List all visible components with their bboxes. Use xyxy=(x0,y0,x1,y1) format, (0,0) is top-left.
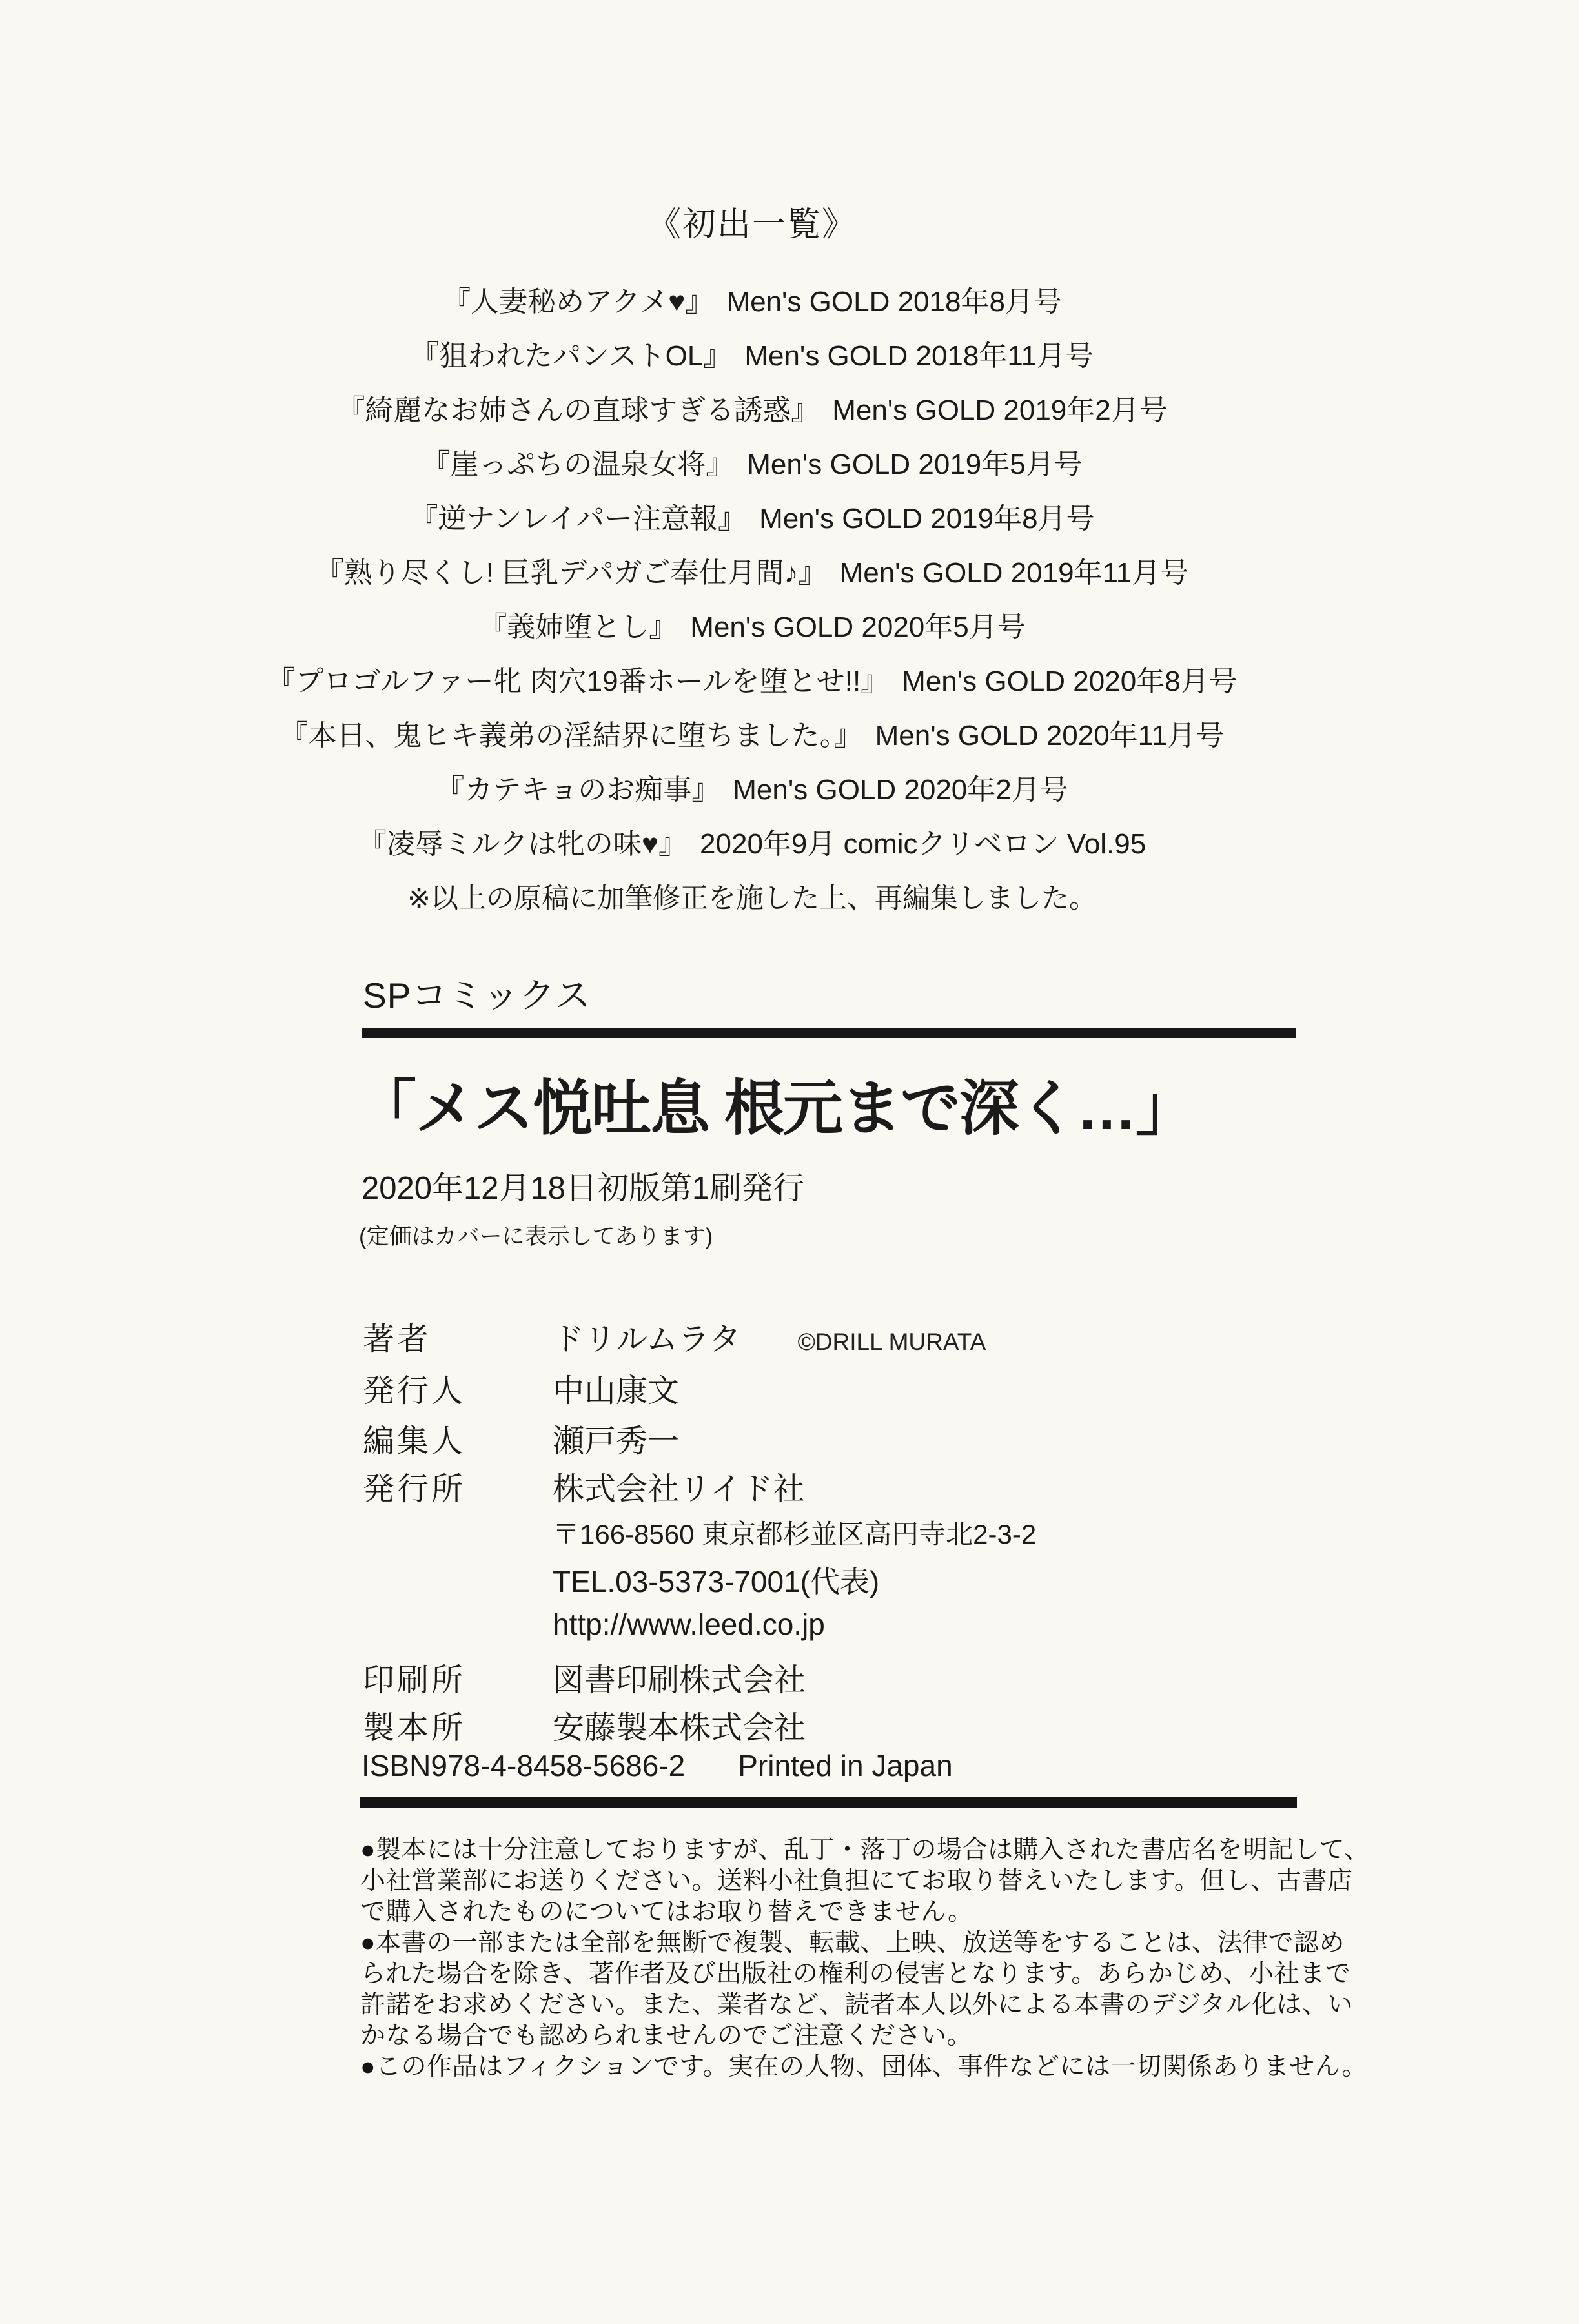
publisher-tel: TEL.03-5373-7001(代表) xyxy=(553,1565,880,1598)
credit-row-publisher xyxy=(363,1464,805,1509)
reprint-list-item xyxy=(0,438,1504,492)
reprint-list-item xyxy=(0,600,1504,655)
isbn-row xyxy=(362,1748,953,1783)
story-source: 2020年9月 comicクリベロン Vol.95 xyxy=(700,828,1146,860)
credit-row-printer xyxy=(363,1655,806,1700)
reprint-list-item xyxy=(0,709,1504,763)
divider-rule-top xyxy=(362,1028,1296,1038)
reprint-list-heading: 《初出一覧》 xyxy=(647,206,857,243)
legal-notices xyxy=(360,1835,1370,2083)
story-source: Men's GOLD 2018年11月号 xyxy=(744,340,1094,372)
divider-rule-bottom xyxy=(360,1797,1297,1808)
story-source: Men's GOLD 2020年11月号 xyxy=(875,720,1225,751)
credit-label: 印刷所 xyxy=(363,1663,466,1698)
credit-label: 発行所 xyxy=(363,1472,466,1507)
reprint-list-item xyxy=(0,492,1504,546)
book-title: 「メス悦吐息 根元まで深く…」 xyxy=(356,1075,1194,1142)
story-title: 『カテキョのお痴事』 xyxy=(436,774,720,806)
credit-value: 瀬戸秀一 xyxy=(553,1424,680,1459)
publisher-url: http://www.leed.co.jp xyxy=(553,1607,825,1641)
legal-line: ●製本には十分注意しておりますが、乱丁・落丁の場合は購入された書店名を明記して、 xyxy=(360,1836,1370,1864)
story-title: 『凌辱ミルクは牝の味♥』 xyxy=(358,828,688,860)
story-title: 『本日、鬼ヒキ義弟の淫結界に堕ちました。』 xyxy=(280,720,862,751)
story-source: Men's GOLD 2019年8月号 xyxy=(759,503,1095,535)
story-source: Men's GOLD 2020年8月号 xyxy=(902,666,1238,697)
credit-value: 安藤製本株式会社 xyxy=(553,1711,806,1746)
reprint-list-item xyxy=(0,329,1504,383)
story-title: 『逆ナンレイパー注意報』 xyxy=(409,503,747,535)
credit-value: ドリルムラタ xyxy=(553,1322,741,1357)
legal-line: で購入されたものについてはお取り替えできません。 xyxy=(360,1898,973,1926)
story-title: 『綺麗なお姉さんの直球すぎる誘惑』 xyxy=(336,394,820,426)
reprint-list-item xyxy=(0,383,1504,438)
reprint-list-item xyxy=(0,655,1504,709)
isbn: ISBN978-4-8458-5686-2 xyxy=(362,1749,686,1782)
copyright-notice: ©DRILL MURATA xyxy=(797,1329,986,1355)
legal-line: ●この作品はフィクションです。実在の人物、団体、事件などには一切関係ありません。 xyxy=(360,2053,1367,2081)
story-source: Men's GOLD 2019年5月号 xyxy=(747,449,1083,480)
story-title: 『熟り尽くし! 巨乳デパガご奉仕月間♪』 xyxy=(315,557,827,589)
series-label: SPコミックス xyxy=(363,975,591,1015)
printed-in-japan: Printed in Japan xyxy=(738,1749,953,1782)
credit-row-author xyxy=(363,1314,986,1360)
first-publication-list xyxy=(0,204,1504,926)
credit-label: 製本所 xyxy=(363,1711,466,1746)
story-title: 『プロゴルファー牝 肉穴19番ホールを堕とせ!!』 xyxy=(267,666,890,697)
credit-label: 著者 xyxy=(363,1322,432,1357)
credit-row-editor xyxy=(363,1416,679,1462)
reprint-list-item xyxy=(0,763,1504,817)
story-source: Men's GOLD 2018年8月号 xyxy=(726,286,1062,318)
story-source: Men's GOLD 2019年11月号 xyxy=(839,557,1189,589)
legal-line: 許諾をお求めください。また、業者など、読者本人以外による本書のデジタル化は、い xyxy=(360,1991,1354,2019)
story-title: 『義姉堕とし』 xyxy=(478,611,678,643)
credit-row-publisher-person xyxy=(363,1366,679,1411)
credit-value: 株式会社リイド社 xyxy=(553,1472,805,1507)
story-title: 『崖っぷちの温泉女将』 xyxy=(422,449,735,480)
credit-value: 中山康文 xyxy=(553,1374,680,1409)
credit-value: 図書印刷株式会社 xyxy=(553,1663,806,1698)
price-note: (定価はカバーに表示してあります) xyxy=(359,1224,713,1249)
credit-label: 発行人 xyxy=(363,1374,466,1409)
publisher-address: 〒166-8560 東京都杉並区高円寺北2-3-2 xyxy=(553,1519,1037,1549)
reprint-list-item xyxy=(0,546,1504,600)
legal-line: ●本書の一部または全部を無断で複製、転載、上映、放送等をすることは、法律で認め xyxy=(360,1929,1345,1957)
credit-label: 編集人 xyxy=(363,1424,466,1459)
story-title: 『狙われたパンストOL』 xyxy=(410,340,732,372)
story-source: Men's GOLD 2020年2月号 xyxy=(733,774,1068,806)
reprint-list-note: ※以上の原稿に加筆修正を施した上、再編集しました。 xyxy=(407,883,1097,914)
story-title: 『人妻秘めアクメ♥』 xyxy=(442,286,714,318)
legal-line: られた場合を除き、著作者及び出版社の権利の侵害となります。あらかじめ、小社まで xyxy=(360,1960,1351,1988)
legal-line: 小社営業部にお送りください。送料小社負担にてお取り替えいたします。但し、古書店 xyxy=(360,1867,1353,1895)
print-date: 2020年12月18日初版第1刷発行 xyxy=(362,1171,805,1206)
reprint-list-item xyxy=(0,275,1504,329)
story-source: Men's GOLD 2020年5月号 xyxy=(690,611,1026,643)
story-source: Men's GOLD 2019年2月号 xyxy=(832,394,1168,426)
legal-line: かなる場合でも認められませんのでご注意ください。 xyxy=(360,2022,973,2050)
credit-row-bindery xyxy=(363,1703,806,1748)
reprint-list-item xyxy=(0,817,1504,872)
